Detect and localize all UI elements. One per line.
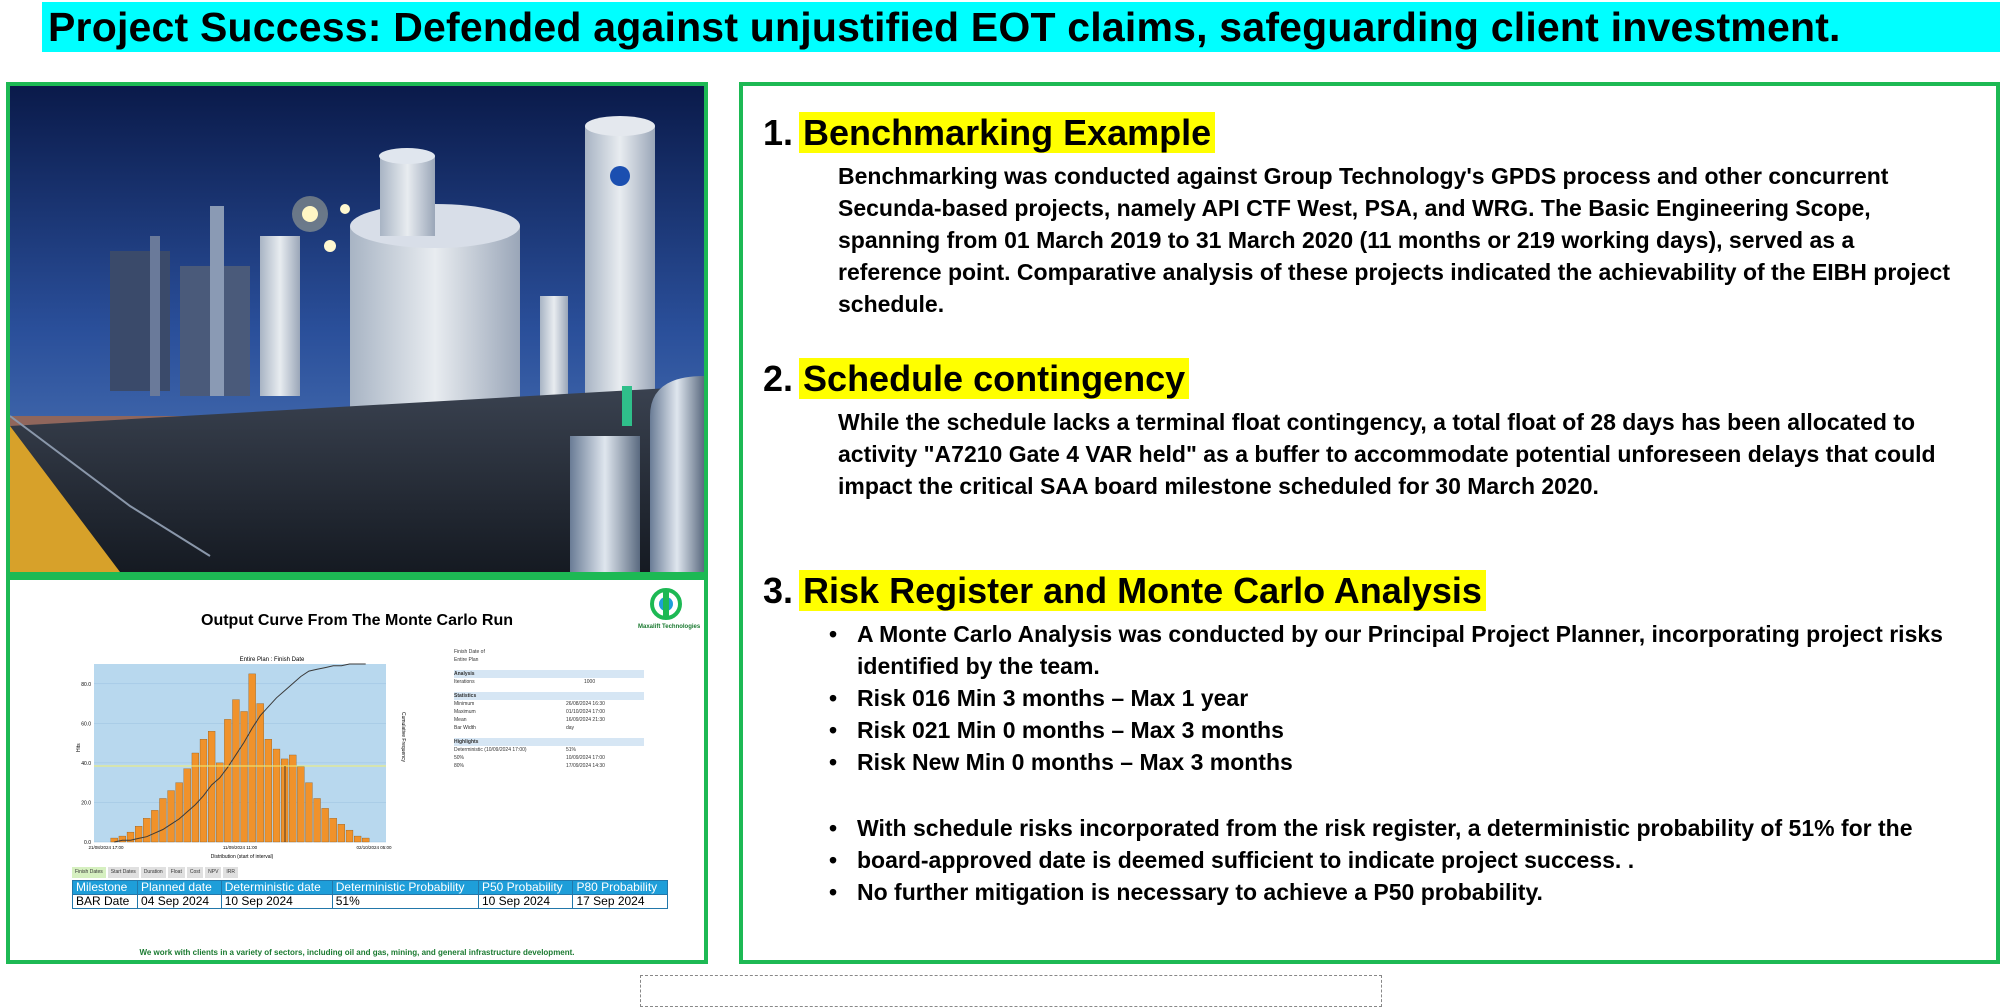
x-tick-label: 21/08/2024 17:00 — [88, 845, 124, 850]
histogram-bar — [208, 731, 215, 842]
x-tick-label: 11/09/2024 11:00 — [222, 845, 258, 850]
histogram-bar — [297, 767, 304, 842]
highlight-row: 80% 17/09/2024 14:30 — [454, 763, 605, 769]
bullet-item: • With schedule risks incorporated from the risk register, a deterministic probability of 51% for the — [825, 812, 1965, 844]
histogram-bar — [354, 836, 361, 842]
analysis-header: Analysis — [454, 670, 644, 678]
table-row — [73, 895, 668, 909]
content-panel — [739, 82, 2000, 964]
page-title: Project Success: Defended against unjustified EOT claims, safeguarding client investment. — [48, 4, 1841, 50]
finish-label: Finish Date of — [454, 649, 485, 655]
chart-tabs — [72, 867, 238, 878]
histogram-bar — [143, 818, 150, 842]
histogram-bar — [330, 818, 337, 842]
company-logo-text: Maxalift Technologies — [638, 624, 701, 630]
histogram-bar — [184, 769, 191, 842]
chart-tab[interactable]: Finish Dates — [72, 867, 106, 878]
chart-tab[interactable]: Float — [168, 867, 185, 878]
bullet-item: • Risk New Min 0 months – Max 3 months — [825, 746, 1965, 778]
chart-tab[interactable]: Start Dates — [108, 867, 139, 878]
histogram-bar — [249, 674, 256, 842]
table-header-cell: P50 Probability — [478, 881, 573, 895]
histogram-bar — [338, 824, 345, 842]
chart-tab[interactable]: Cost — [187, 867, 203, 878]
histogram-bar — [314, 798, 321, 842]
y-axis-label: Hits — [76, 743, 82, 752]
right-axis-label: Cumulative Frequency — [400, 712, 406, 763]
x-axis-label: Distribution (start of interval) — [210, 854, 274, 860]
highlight-row: Deterministic (10/09/2024 17:00) 51% — [454, 747, 577, 753]
highlight-row: 50% 10/09/2024 17:00 — [454, 755, 605, 761]
histogram-bar — [159, 798, 166, 842]
table-cell: 10 Sep 2024 — [478, 895, 573, 909]
statistics-header: Statistics — [454, 692, 644, 700]
bullet-item: • Risk 016 Min 3 months – Max 1 year — [825, 682, 1965, 714]
plant-photo — [6, 82, 708, 576]
finish-value: Entire Plan — [454, 657, 479, 663]
y-tick-label: 60.0 — [81, 721, 91, 728]
plot-area — [94, 664, 386, 842]
footer-address: Eaton Rd, Reyno Ridge, Witbank, South Africa 1035 — [300, 960, 447, 964]
section-2-heading: 2. Schedule contingency — [763, 358, 1189, 400]
y-tick-label: 80.0 — [81, 681, 91, 688]
histogram-bar — [168, 791, 175, 842]
section-1-heading: 1. Benchmarking Example — [763, 112, 1215, 154]
histogram-bar — [176, 783, 183, 842]
histogram-bar — [200, 739, 207, 842]
table-header-cell: Deterministic date — [221, 881, 332, 895]
histogram-bar — [289, 755, 296, 842]
monte-carlo-chart — [72, 652, 492, 862]
y-tick-label: 0.0 — [84, 840, 91, 846]
histogram-bar — [151, 810, 158, 842]
histogram-bar — [322, 808, 329, 842]
statistic-row: Maximum 01/10/2024 17:00 — [454, 709, 605, 715]
table-header-cell: P80 Probability — [573, 881, 668, 895]
industrial-plant-image — [10, 86, 704, 572]
section-2-paragraph: While the schedule lacks a terminal float contingency, a total float of 28 days has been allocated to activity "A7210 Gate 4 VAR held" as a buffer to accommodate potential unforeseen delays that could impact the critical SAA board milestone scheduled for 30 March 2020. — [838, 409, 1936, 499]
risk-bullet-list — [825, 618, 1965, 778]
dashed-placeholder — [640, 975, 1382, 1007]
table-cell: 10 Sep 2024 — [221, 895, 332, 909]
bullet-item: • A Monte Carlo Analysis was conducted by our Principal Project Planner, incorporating project risks identified by the team. — [825, 618, 1965, 682]
section-3-heading: 3. Risk Register and Monte Carlo Analysis — [763, 570, 1486, 612]
bullet-item: • board-approved date is deemed sufficient to indicate project success. . — [825, 844, 1965, 876]
table-cell: 04 Sep 2024 — [138, 895, 222, 909]
y-tick-label: 40.0 — [81, 760, 91, 767]
histogram-bar — [346, 830, 353, 842]
table-cell: BAR Date — [73, 895, 138, 909]
y-tick-label: 20.0 — [81, 800, 91, 807]
histogram-bar — [257, 704, 264, 842]
chart-tab[interactable]: Duration — [141, 867, 166, 878]
chart-plot-title: Entire Plan : Finish Date — [239, 657, 305, 663]
histogram-bar — [265, 739, 272, 842]
monte-carlo-panel — [6, 576, 708, 964]
footer-statement: We work with clients in a variety of sectors, including oil and gas, mining, and general infrastructure development. — [139, 948, 575, 957]
bullet-item: • No further mitigation is necessary to achieve a P50 probability. — [825, 876, 1965, 908]
milestone-table — [72, 880, 668, 909]
highlights-header: Highlights — [454, 738, 644, 746]
chart-tab[interactable]: NPV — [205, 867, 221, 878]
table-header-cell: Deterministic Probability — [332, 881, 478, 895]
statistic-row: Bar Width day — [454, 725, 575, 731]
table-header-cell: Milestone — [73, 881, 138, 895]
histogram-bar — [305, 783, 312, 842]
histogram-bar — [224, 719, 231, 842]
histogram-bar — [273, 749, 280, 842]
x-tick-label: 02/10/2024 05:00 — [356, 845, 392, 850]
statistics-panel — [454, 648, 644, 770]
footer-website-link[interactable]: https://maxalifttechnologies.com/ — [565, 960, 661, 964]
histogram-bar — [362, 838, 369, 842]
conclusion-bullet-list — [825, 812, 1965, 908]
table-cell: 51% — [332, 895, 478, 909]
table-cell: 17 Sep 2024 — [573, 895, 668, 909]
statistic-row: Minimum 26/08/2024 16:30 — [454, 701, 605, 707]
chart-tab[interactable]: IRR — [223, 867, 238, 878]
iterations-row: Iterations 1000 — [454, 679, 596, 685]
histogram-bar — [241, 711, 248, 842]
table-header-cell: Planned date — [138, 881, 222, 895]
monte-carlo-title: Output Curve From The Monte Carlo Run — [201, 612, 513, 629]
footer-tagline: Seamless Execution of Projects (Air-Water-Sound-Energy) — [34, 960, 201, 964]
histogram-bar — [135, 826, 142, 842]
company-logo-icon — [646, 588, 686, 622]
statistic-row: Mean 16/09/2024 21:30 — [454, 717, 605, 723]
histogram-bar — [232, 700, 239, 842]
section-1-paragraph: Benchmarking was conducted against Group Technology's GPDS process and other concurrent Secunda-based projects, namely API CTF West, PSA, and WRG. The Basic Engineering Scope, spanning from 01 March 2019 to 31 March 2020 (11 months or 219 working days), served as a reference point. Comparative analysis of these projects indicated the achievability of the EIBH project schedule. — [838, 163, 1950, 317]
bullet-item: • Risk 021 Min 0 months – Max 3 months — [825, 714, 1965, 746]
